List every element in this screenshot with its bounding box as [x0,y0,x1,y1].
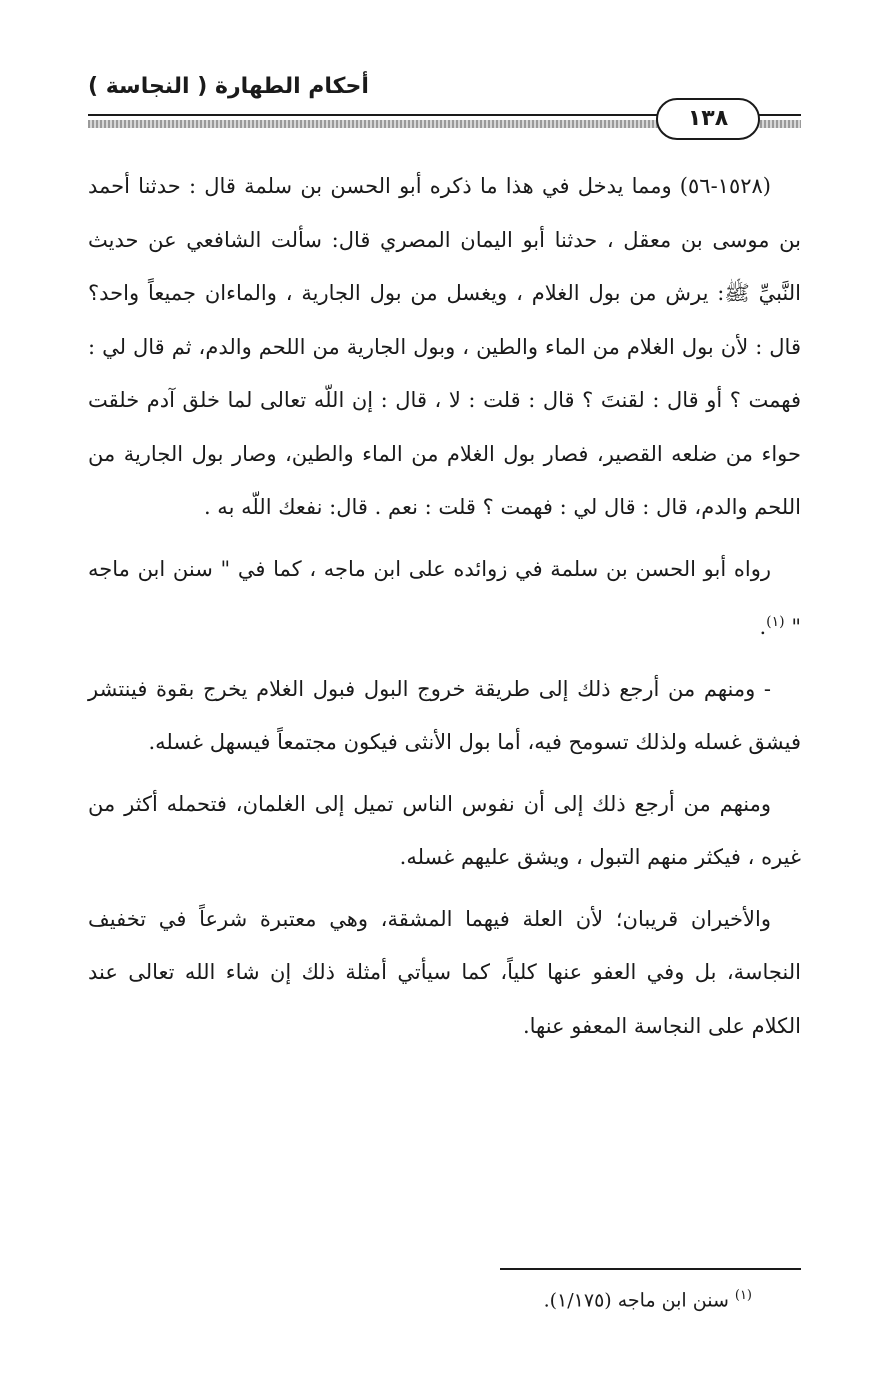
running-title: أحكام الطهارة ( النجاسة ) [88,74,369,99]
footnote-separator [500,1268,801,1270]
footnote-marker: (١) [734,1288,752,1303]
source-end: . [759,615,767,639]
page-header [88,70,801,140]
source-text: رواه أبو الحسن بن سلمة في زوائده على ابن ماجه ، كما في " سنن ابن ماجه " [88,556,801,639]
paragraph-source [88,543,801,655]
paragraph-reason-2: ومنهم من أرجع ذلك إلى أن نفوس الناس تميل إلى الغلمان، فتحمله أكثر من غيره ، فيكثر منهم التبول ، ويشق عليهم غسله. [88,791,801,869]
footnote [544,1288,752,1311]
paragraph-hadith: (١٥٢٨-٥٦) ومما يدخل في هذا ما ذكره أبو الحسن بن سلمة قال : حدثنا أحمد بن موسى بن معقل ، حدثنا أبو اليمان المصري قال: سألت الشافعي عن حديث النَّبيِّ ﷺ: يرش من بول الغلام ، ويغسل من بول الجارية ، والماءان جميعاً واحد؟ قال : لأن بول الغلام من الماء والطين ، وبول الجارية من اللحم والدم، ثم قال لي : فهمت ؟ أو قال : لقنتَ ؟ قال : قلت : لا ، قال : إن اللّه تعالى لما خلق آدم خلقت حواء من ضلعه القصير، فصار بول الغلام من الماء والطين، وصار بول الجارية من اللحم والدم، قال : قال لي : فهمت ؟ قلت : نعم . قال: نفعك اللّه به . [88,174,801,519]
main-text [88,160,801,1061]
page-number-badge: ١٣٨ [656,98,760,140]
paragraph-reason-1: - ومنهم من أرجع ذلك إلى طريقة خروج البول فبول الغلام يخرج بقوة فينتشر فيشق غسله ولذلك تسومح فيه، أما بول الأنثى فيكون مجتمعاً فيسهل غسله. [88,676,801,754]
paragraph-conclusion: والأخيران قريبان؛ لأن العلة فيهما المشقة، وهي معتبرة شرعاً في تخفيف النجاسة، بل وفي العفو عنها كلياً، كما سيأتي أمثلة ذلك إن شاء الله تعالى عند الكلام على النجاسة المعفو عنها. [88,906,801,1038]
footnote-reference: (١) [766,614,785,630]
footnote-text: سنن ابن ماجه (١/١٧٥). [543,1289,729,1312]
